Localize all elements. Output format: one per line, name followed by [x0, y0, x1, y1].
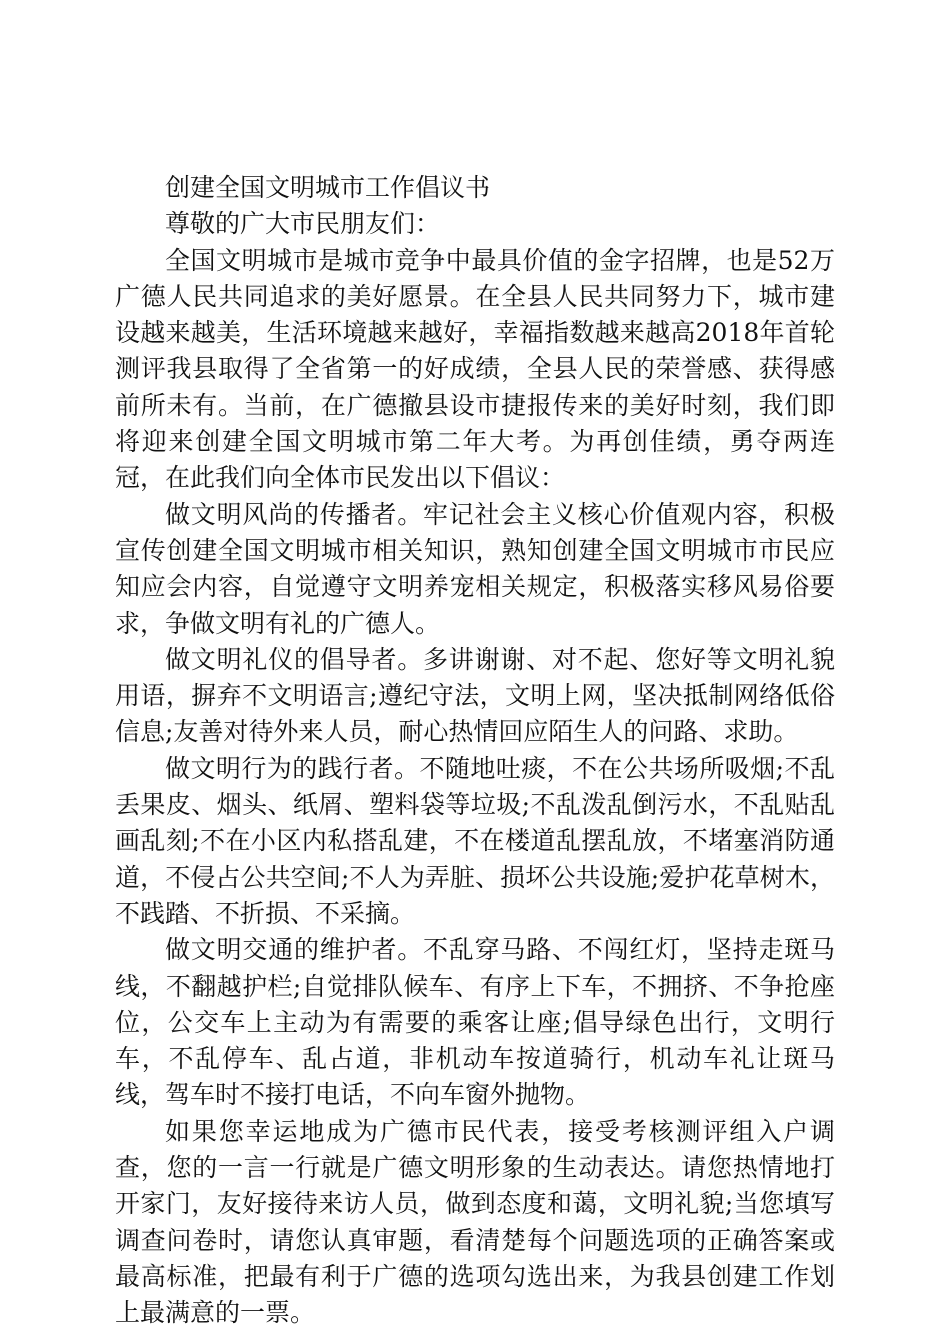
document-body: [115, 170, 835, 1332]
paragraph-survey-request: 如果您幸运地成为广德市民代表，接受考核测评组入户调查，您的一言一行就是广德文明形象的生动表达。请您热情地打开家门，友好接待来访人员，做到态度和蔼，文明礼貌;当您填写调查问卷时，请您认真审题，看清楚每个问题选项的正确答案或最高标准，把最有利于广德的选项勾选出来，为我县创建工作划上最满意的一票。: [115, 1116, 835, 1328]
paragraph-intro: 全国文明城市是城市竞争中最具价值的金字招牌，也是52万广德人民共同追求的美好愿景。在全县人民共同努力下，城市建设越来越美，生活环境越来越好，幸福指数越来越高2018年首轮测评我县取得了全省第一的好成绩，全县人民的荣誉感、获得感前所未有。当前，在广德撤县设市捷报传来的美好时刻，我们即将迎来创建全国文明城市第二年大考。为再创佳绩，勇夺两连冠，在此我们向全体市民发出以下倡议：: [115, 245, 835, 493]
paragraph-etiquette-advocate: 做文明礼仪的倡导者。多讲谢谢、对不起、您好等文明礼貌用语，摒弃不文明语言;遵纪守法，文明上网，坚决抵制网络低俗信息;友善对待外来人员，耐心热情回应陌生人的问路、求助。: [115, 644, 835, 747]
document-title: 创建全国文明城市工作倡议书: [165, 173, 491, 202]
paragraph-behavior-practitioner: 做文明行为的践行者。不随地吐痰，不在公共场所吸烟;不乱丢果皮、烟头、纸屑、塑料袋等垃圾;不乱泼乱倒污水，不乱贴乱画乱刻;不在小区内私搭乱建，不在楼道乱摆乱放，不堵塞消防通道，不侵占公共空间;不人为弄脏、损坏公共设施;爱护花草树木，不践踏、不折损、不采摘。: [115, 753, 835, 928]
salutation: 尊敬的广大市民朋友们：: [165, 209, 441, 239]
paragraph-traffic-maintainer: 做文明交通的维护者。不乱穿马路、不闯红灯，坚持走斑马线，不翻越护栏;自觉排队候车、有序上下车，不拥挤、不争抢座位，公交车上主动为有需要的乘客让座;倡导绿色出行，文明行车，不乱停车、乱占道，非机动车按道骑行，机动车礼让斑马线，驾车时不接打电话，不向车窗外抛物。: [115, 935, 835, 1110]
paragraph-trend-spreader: 做文明风尚的传播者。牢记社会主义核心价值观内容，积极宣传创建全国文明城市相关知识，熟知创建全国文明城市市民应知应会内容，自觉遵守文明养宠相关规定，积极落实移风易俗要求，争做文明有礼的广德人。: [115, 499, 835, 638]
